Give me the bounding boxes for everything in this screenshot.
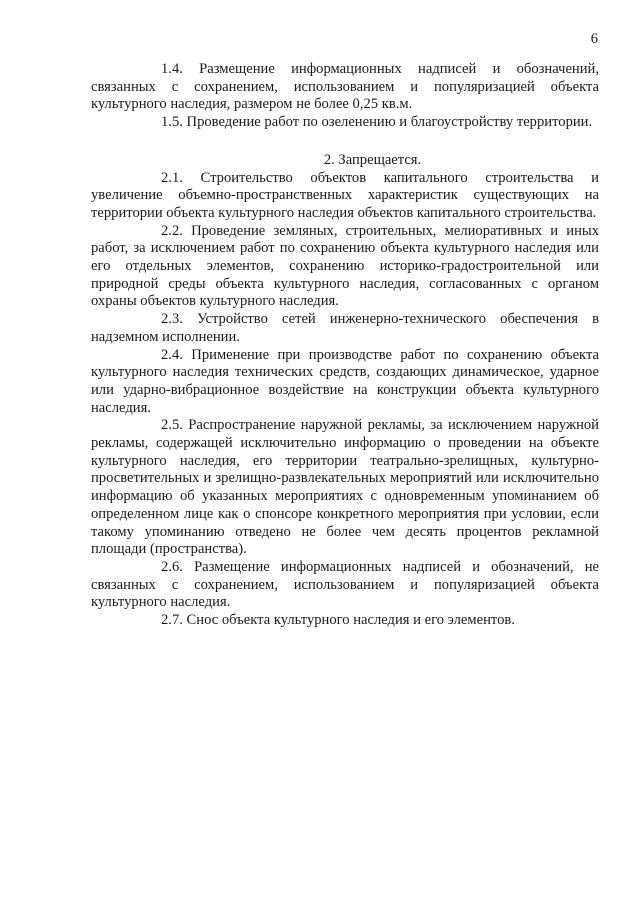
item-number: 1.5.: [161, 114, 183, 131]
item-number: 2.7.: [161, 612, 183, 629]
item-text: Устройство сетей инженерно-технического обеспечения в надземном исполнении.: [91, 311, 599, 345]
item-1-4: [91, 61, 599, 114]
item-number: 2.3.: [161, 311, 183, 328]
item-number: 1.4.: [161, 61, 183, 77]
item-text: Размещение информационных надписей и обозначений, связанных с сохранением, использованием и популяризацией объекта культурного наследия, размером не более 0,25 кв.м.: [91, 61, 600, 113]
item-2-6: [91, 559, 599, 612]
item-number: 2.1.: [161, 169, 183, 186]
item-number: 2.6.: [161, 558, 183, 575]
item-number: 2.2.: [161, 222, 183, 239]
item-text: Проведение работ по озеленению и благоустройству территории.: [186, 114, 593, 131]
item-text: Снос объекта культурного наследия и его элементов.: [186, 612, 515, 629]
item-2-1: [91, 170, 599, 223]
item-2-5: [91, 417, 599, 559]
item-2-3: [91, 311, 599, 346]
item-number: 2.4.: [161, 346, 183, 363]
item-2-2: [91, 223, 599, 312]
item-2-7: [91, 612, 599, 630]
item-number: 2.5.: [161, 417, 183, 434]
page-number: 6: [590, 31, 598, 47]
item-text: Размещение информационных надписей и обозначений, не связанных с сохранением, использованием и популяризацией объекта культурного наследия.: [91, 558, 600, 611]
item-1-5: [91, 114, 599, 132]
item-2-4: [91, 347, 599, 418]
item-text: Проведение земляных, строительных, мелиоративных и иных работ, за исключением работ по сохранению объекта культурного наследия или его отдельных элементов, сохранению историко-градостроительной или природной среды объекта культурного наследия, согласованных с органом охраны объектов культурного наследия.: [91, 222, 599, 310]
document-body: [91, 61, 599, 630]
item-text: Строительство объектов капитального строительства и увеличение объемно-пространственных характеристик существующих на территории объекта культурного наследия объектов капитального строительства.: [91, 169, 599, 221]
section-2-heading: 2. Запрещается.: [323, 151, 422, 168]
item-text: Применение при производстве работ по сохранению объекта культурного наследия технических средств, создающих динамическое, ударное или ударно-вибрационное воздействие на конструкции объекта культурного наследия.: [91, 346, 599, 416]
item-text: Распространение наружной рекламы, за исключением наружной рекламы, содержащей исключительно информацию о проведении на объекте культурного наследия, его территории театрально-зрелищных, культурно-просветительных и зрелищно-развлекательных мероприятий или исключительно информацию об указанных мероприятиях с одновременным упоминанием об определенном лице как о спонсоре конкретного мероприятия при условии, если такому упоминанию отведено не более чем десять процентов рекламной площади (пространства).: [91, 417, 599, 558]
